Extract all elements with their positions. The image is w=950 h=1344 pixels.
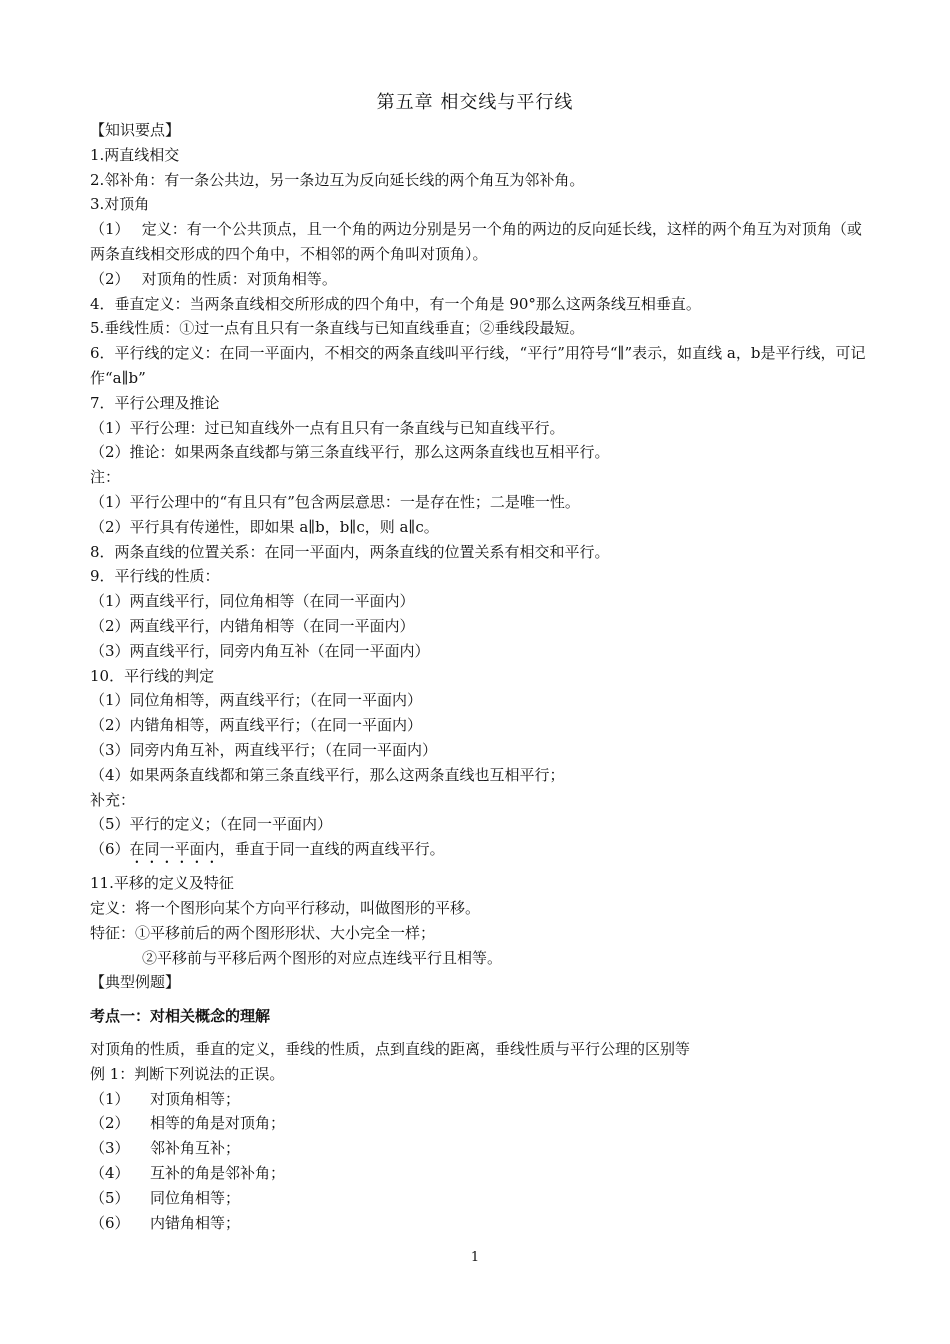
list-item: （3） 邻补角互补； — [90, 1139, 241, 1158]
text-paragraph: （1） 定义：有一个公共顶点，且一个角的两边分别是另一个角的两边的反向延长线，这样的两个角互为对顶角（或两条直线相交形成的四个角中，不相邻的两个角叫对顶角）。 — [90, 220, 862, 263]
item-prefix: （6） — [90, 840, 130, 859]
text-line: 7．平行公理及推论 — [90, 393, 220, 412]
text-line: （2） 对顶角的性质：对顶角相等。 — [90, 269, 337, 288]
text-line: （1）同位角相等，两直线平行；（在同一平面内） — [90, 691, 423, 710]
text-line: 2.邻补角：有一条公共边，另一条边互为反向延长线的两个角互为邻补角。 — [90, 170, 585, 189]
text-line: 10．平行线的判定 — [90, 666, 215, 685]
page-number: 1 — [470, 1250, 480, 1265]
text-line-emphasis — [90, 837, 870, 867]
list-item: （5） 同位角相等； — [90, 1188, 241, 1207]
text-line: 3.对顶角 — [90, 195, 150, 214]
text-line: 定义：将一个图形向某个方向平行移动，叫做图形的平移。 — [90, 898, 481, 917]
text-line: 11.平移的定义及特征 — [90, 874, 234, 893]
text-line: （2）平行具有传递性，即如果 a∥b，b∥c，则 a∥c。 — [90, 517, 439, 536]
text-line: （1）平行公理中的“有且只有”包含两层意思：一是存在性；二是唯一性。 — [90, 492, 580, 511]
text-line: 注： — [90, 468, 121, 487]
text-line: （1）两直线平行，同位角相等（在同一平面内） — [90, 592, 415, 611]
section-header-examples: 【典型例题】 — [90, 973, 181, 992]
text-line: 9．平行线的性质： — [90, 567, 220, 586]
section-header-knowledge: 【知识要点】 — [90, 121, 181, 139]
list-item: （1） 对顶角相等； — [90, 1089, 241, 1108]
text-line: （1）平行公理：过已知直线外一点有且只有一条直线与已知直线平行。 — [90, 418, 565, 437]
text-line: （2）两直线平行，内错角相等（在同一平面内） — [90, 616, 415, 635]
content-body — [90, 118, 870, 1235]
text-line: 特征：①平移前后的两个图形形状、大小完全一样； — [90, 923, 436, 942]
text-line: （3）同旁内角互补，两直线平行；（在同一平面内） — [90, 740, 438, 759]
text-line: （4）如果两条直线都和第三条直线平行，那么这两条直线也互相平行； — [90, 765, 565, 784]
text-line: 5.垂线性质：①过一点有且只有一条直线与已知直线垂直；②垂线段最短。 — [90, 319, 585, 338]
text-line: 对顶角的性质，垂直的定义，垂线的性质，点到直线的距离，垂线性质与平行公理的区别等 — [90, 1040, 691, 1059]
text-line: （3）两直线平行，同旁内角互补（在同一平面内） — [90, 641, 430, 660]
text-paragraph: 6．平行线的定义：在同一平面内，不相交的两条直线叫平行线，“平行”用符号“∥”表示，如直线 a，b是平行线，可记作“a∥b” — [90, 344, 866, 387]
text-line: 补充： — [90, 790, 136, 809]
kaodian-heading: 考点一：对相关概念的理解 — [90, 1007, 271, 1026]
item-rest: ，垂直于同一直线的两直线平行。 — [219, 840, 445, 859]
text-line: 4．垂直定义：当两条直线相交所形成的四个角中，有一个角是 90°那么这两条线互相垂直。 — [90, 294, 701, 313]
text-line: （2）推论：如果两条直线都与第三条直线平行，那么这两条直线也互相平行。 — [90, 443, 610, 462]
list-item: （6） 内错角相等； — [90, 1213, 241, 1232]
example-title: 例 1：判断下列说法的正误。 — [90, 1064, 285, 1083]
list-item: （2） 相等的角是对顶角； — [90, 1114, 286, 1133]
text-line: 8．两条直线的位置关系：在同一平面内，两条直线的位置关系有相交和平行。 — [90, 542, 610, 561]
text-line: 1.两直线相交 — [90, 145, 180, 164]
chapter-title: 第五章 相交线与平行线 — [376, 92, 574, 113]
text-line: （5）平行的定义；（在同一平面内） — [90, 815, 333, 834]
emphasized-text: 在同一平面内 — [129, 840, 220, 859]
text-line: （2）内错角相等，两直线平行；（在同一平面内） — [90, 716, 423, 735]
list-item: （4） 互补的角是邻补角； — [90, 1164, 286, 1183]
text-line: ②平移前与平移后两个图形的对应点连线平行且相等。 — [142, 948, 503, 967]
